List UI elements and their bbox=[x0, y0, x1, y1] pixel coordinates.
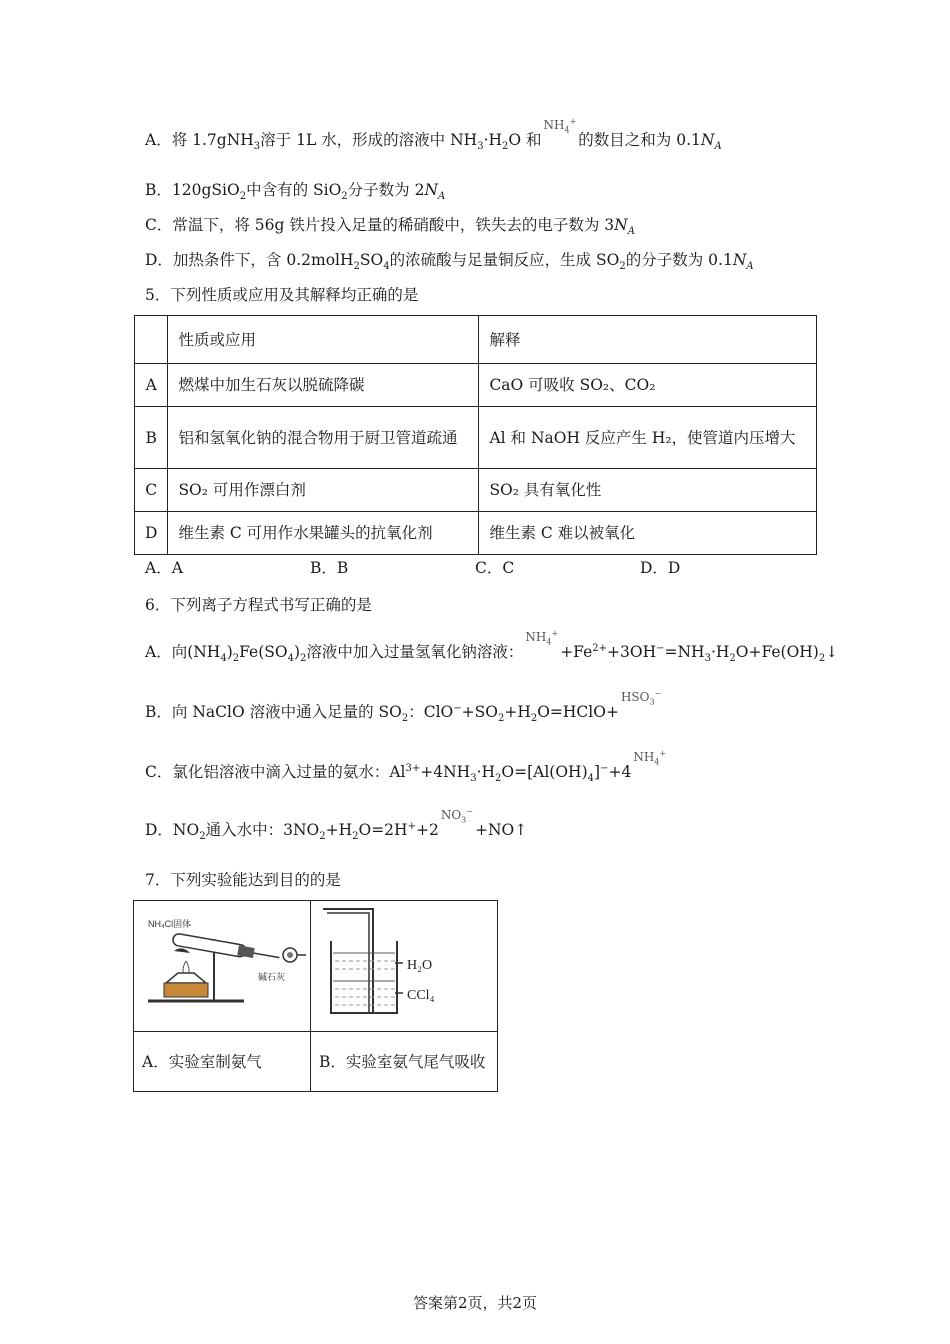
q5-stem: 5．下列性质或应用及其解释均正确的是 bbox=[145, 286, 419, 304]
q7-caption-b: B．实验室氨气尾气吸收 bbox=[311, 1032, 498, 1092]
ammonium-ion: $NH_4^+$ bbox=[525, 629, 559, 647]
q7-stem: 7．下列实验能达到目的的是 bbox=[145, 871, 341, 889]
q6-option-a: A．向$(NH_4)_2Fe(SO_4)_2$溶液中加入过量氢氧化钠溶液：$NH_4^++Fe^{2+}+3OH^-=NH_3\cdot H_2O+Fe(OH)_2↓$ bbox=[145, 629, 839, 665]
q6-option-c: C．氯化铝溶液中滴入过量的氨水：$Al^{3+}+4NH_3\cdot H_2O=[Al(OH)_4]^-+4NH_4^+$ bbox=[145, 749, 667, 785]
q5-option-c: C．C bbox=[475, 559, 515, 577]
table-row: B 铝和氢氧化钠的混合物用于厨卫管道疏通 Al 和 NaOH 反应产生 H₂，使管道内压增大 bbox=[135, 407, 817, 469]
q4-option-c: C．常温下，将 56g 铁片投入足量的稀硝酸中，铁失去的电子数为 $3N_A$ bbox=[145, 216, 635, 238]
q7-table bbox=[133, 900, 498, 1092]
q5-table bbox=[134, 315, 817, 555]
nitrate-ion: $NO_3^-$ bbox=[440, 807, 473, 825]
ammonium-ion: $NH_4^+$ bbox=[633, 749, 667, 767]
apparatus-b-cell bbox=[311, 901, 498, 1032]
q4-option-a: A．将 1.7gNH$_3$溶于 1L 水，形成的溶液中 $NH_3\cdot H_2O$ 和$NH_4^+$的数目之和为 $0.1N_A$ bbox=[145, 117, 722, 153]
table-row: A 燃煤中加生石灰以脱硫降碳 CaO 可吸收 SO₂、CO₂ bbox=[135, 364, 817, 407]
q5-option-b: B．B bbox=[310, 559, 349, 577]
q6-option-b: B．向 NaClO 溶液中通入足量的 $SO_2$：$ClO^-+SO_2+H_2O=HClO+HSO_3^-$ bbox=[145, 689, 662, 725]
nh4cl-solid-label: NH₄Cl固体 bbox=[148, 919, 192, 929]
q5-option-d: D．D bbox=[640, 559, 681, 577]
q6-stem: 6．下列离子方程式书写正确的是 bbox=[145, 596, 372, 614]
table-row: D 维生素 C 可用作水果罐头的抗氧化剂 维生素 C 难以被氧化 bbox=[135, 512, 817, 555]
ammonia-preparation-apparatus bbox=[134, 901, 310, 1027]
q7-caption-a: A．实验室制氨气 bbox=[134, 1032, 311, 1092]
q6-option-d: D．$NO_2$通入水中：$3NO_2+H_2O=2H^++2NO_3^-+NO↑$ bbox=[145, 807, 528, 843]
soda-lime-label: 碱石灰 bbox=[258, 972, 286, 982]
table-row bbox=[134, 1032, 498, 1092]
table-row: C SO₂ 可用作漂白剂 SO₂ 具有氧化性 bbox=[135, 469, 817, 512]
table-row bbox=[135, 316, 817, 364]
q4-option-b: B．120gSiO$_2$中含有的 SiO$_2$分子数为 $2N_A$ bbox=[145, 181, 446, 203]
apparatus-a-cell bbox=[134, 901, 311, 1032]
q5-option-a: A．A bbox=[145, 559, 183, 577]
header-use: 性质或应用 bbox=[168, 316, 479, 364]
header-explanation: 解释 bbox=[479, 316, 817, 364]
table-row bbox=[134, 901, 498, 1032]
ccl4-layer-label: CCl₄ bbox=[407, 988, 435, 1003]
water-layer-label: H₂O bbox=[407, 958, 433, 973]
page-footer: 答案第2页，共2页 bbox=[412, 1294, 538, 1312]
q4-option-d: D．加热条件下，含 $0.2molH_2SO_4$的浓硫酸与足量铜反应，生成 $SO_2$的分子数为 $0.1N_A$ bbox=[145, 251, 754, 273]
bisulfite-ion: $HSO_3^-$ bbox=[620, 689, 662, 707]
ammonium-ion: $NH_4^+$ bbox=[543, 117, 577, 135]
ammonia-absorption-apparatus bbox=[311, 901, 497, 1027]
